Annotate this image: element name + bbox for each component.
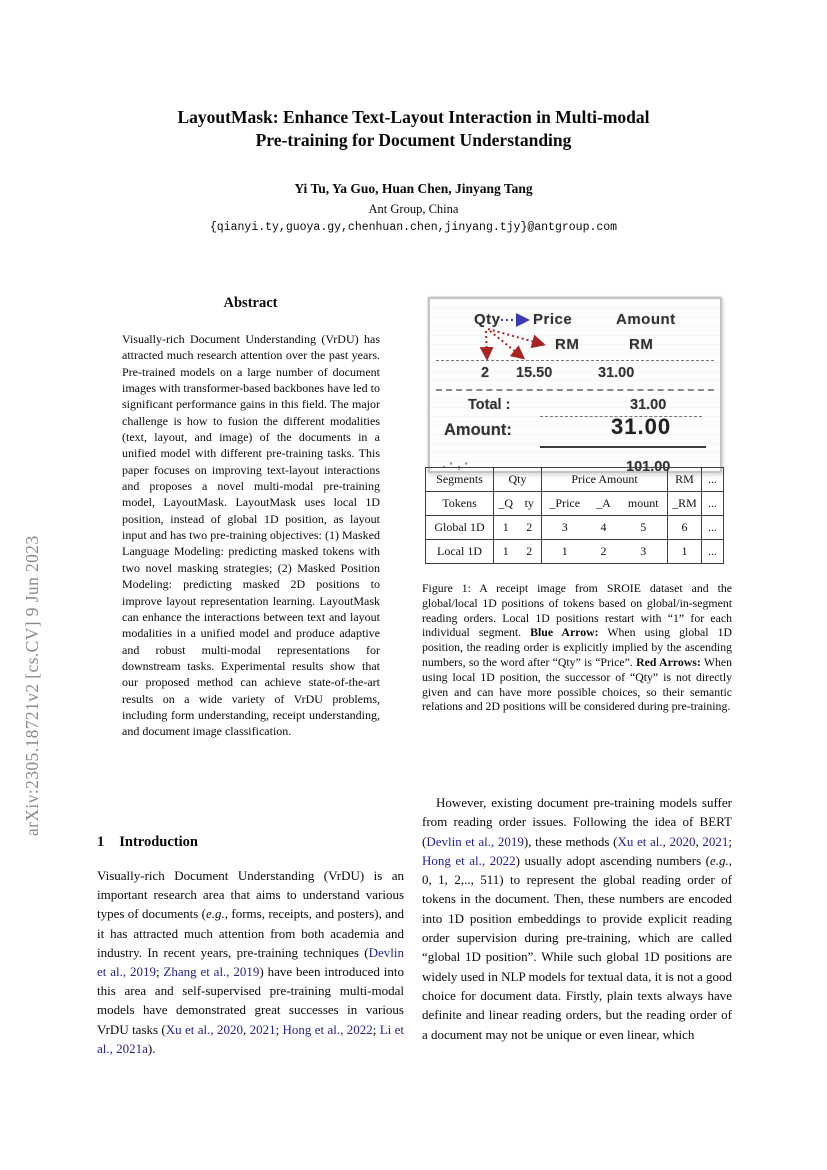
table-cell: 6: [668, 516, 702, 540]
text-run: When using local 1D position, the successor of “Qty” is not directly given and can have more possible choices, so their semantic relations and 2D positions will be considered during pre-training.: [422, 654, 732, 714]
arxiv-watermark: arXiv:2305.18721v2 [cs.CV] 9 Jun 2023: [22, 535, 42, 836]
text-run: ,: [695, 833, 703, 849]
affiliation: Ant Group, China: [368, 202, 459, 216]
table-row: [426, 540, 724, 564]
red-arrow-to-rm: [488, 329, 542, 344]
table-cell: ...: [702, 540, 724, 564]
receipt-rm-left: RM: [555, 336, 580, 353]
table-cell: _RM: [668, 492, 702, 516]
figure1-receipt-image: [428, 297, 722, 473]
reading-order-arrows: [430, 299, 720, 471]
receipt-rm-right: RM: [629, 336, 654, 353]
paper-title-line1: LayoutMask: Enhance Text-Layout Interaction in Multi-modal: [177, 107, 650, 127]
text-run: However, existing document pre-training models suffer from reading order issues. Following the idea of BERT (: [422, 795, 732, 849]
bold-text: Red Arrows:: [636, 654, 701, 669]
table-cell: ty: [518, 492, 542, 516]
red-arrow-to-qty-value: [486, 331, 487, 357]
citation-link[interactable]: Zhang et al., 2019: [163, 964, 260, 980]
table-cell: 1: [494, 516, 518, 540]
receipt-price-value: 15.50: [516, 365, 553, 381]
receipt-header-qty: Qty: [474, 311, 501, 328]
table-cell: _A: [588, 492, 620, 516]
text-run: ,: [242, 1021, 250, 1037]
receipt-amount-row-label: Amount:: [444, 421, 512, 439]
table-cell: 2: [518, 516, 542, 540]
table-cell: Local 1D: [426, 540, 494, 564]
italic-text: e.g.: [206, 906, 225, 922]
text-run: Visually-rich Document Understanding (VrDU) is an important research area that aims to understand various types of documents (: [97, 868, 404, 922]
text-run: , forms, receipts, and posters), and it has attracted much attention from both academia and industry. In recent years, pre-training techniques (: [97, 906, 405, 960]
table-cell: ...: [702, 468, 724, 492]
table-cell: Global 1D: [426, 516, 494, 540]
table-cell: 1: [668, 540, 702, 564]
text-run: ).: [147, 1040, 156, 1056]
citation-link[interactable]: Xu et al., 2020: [617, 833, 696, 849]
table-cell: 3: [542, 516, 588, 540]
citation-link[interactable]: Li et al., 2021a: [97, 1021, 404, 1056]
bold-text: Blue Arrow:: [530, 625, 599, 640]
receipt-header-price: Price: [533, 311, 573, 328]
citation-link[interactable]: Xu et al., 2020: [165, 1021, 243, 1037]
citation-link[interactable]: Hong et al., 2022: [282, 1021, 373, 1037]
paper-title-line2: Pre-training for Document Understanding: [255, 130, 572, 150]
table-cell: _Q: [494, 492, 518, 516]
table-row: [426, 468, 724, 492]
receipt-partial-left-marks: . · , ·: [442, 456, 469, 471]
table-cell: Tokens: [426, 492, 494, 516]
table-cell: _Price: [542, 492, 588, 516]
table-row: [426, 516, 724, 540]
text-run: ;: [728, 833, 733, 849]
receipt-partial-bottom-value: 101.00: [626, 459, 671, 473]
body-paragraph-right: [422, 793, 732, 1044]
text-run: ;: [275, 1021, 283, 1037]
abstract-heading: Abstract: [223, 295, 278, 311]
author-emails: {qianyi.ty,guoya.gy,chenhuan.chen,jinyang.tjy}@antgroup.com: [209, 221, 618, 234]
position-table: [425, 467, 724, 564]
table-row: [426, 492, 724, 516]
italic-text: e.g.: [709, 852, 729, 868]
text-run: ) have been introduced into this area and self-supervised pre-training multi-modal models have demonstrated great successes in various VrDU tasks (: [97, 964, 404, 1037]
table-cell: 2: [588, 540, 620, 564]
receipt-total-value: 31.00: [630, 397, 667, 413]
table-cell: 1: [542, 540, 588, 564]
section-number: 1: [97, 834, 105, 850]
table-cell: 2: [518, 540, 542, 564]
citation-link[interactable]: Devlin et al., 2019: [97, 944, 404, 980]
receipt-total-label: Total :: [468, 397, 511, 413]
table-cell: 1: [494, 540, 518, 564]
text-run: ), these methods (: [523, 833, 618, 849]
abstract-text: Visually-rich Document Understanding (VrDU) has attracted much research attention over the past years. Pre-trained models on a large number of document images with transformer-based backbones have led to significant performance gains in this field. The major challenge is how to fusion the different modalities (text, layout, and image) of the documents in a unified model with different pre-training tasks. This paper focuses on improving text-layout interactions and proposes a novel multi-modal pre-training model, LayoutMask. LayoutMask uses local 1D position, instead of global 1D position, as layout input and has two pre-training objectives: (1) Masked Language Modeling: predicting masked tokens with two novel masking strategies; (2) Masked Position Modeling: predicting masked 2D positions to improve layout representation learning. LayoutMask can enhance the interactions between text and layout modalities in a unified model and produce adaptive and robust multi-modal representations for downstream tasks. Experimental results show that our proposed method can achieve state-of-the-art results on a wide variety of VrDU problems, including form understanding, receipt understanding, and document image classification.: [122, 332, 380, 739]
text-run: ;: [155, 964, 164, 980]
citation-link[interactable]: Devlin et al., 2019: [426, 833, 524, 849]
section-heading-introduction: [97, 834, 404, 851]
figure1-caption: [422, 581, 732, 714]
section-title: Introduction: [119, 834, 198, 850]
red-arrow-to-price-value: [490, 331, 522, 357]
table-cell: 4: [588, 516, 620, 540]
table-cell: Qty: [494, 468, 542, 492]
receipt-amount-value: 31.00: [598, 365, 635, 381]
table-cell: ...: [702, 492, 724, 516]
citation-link[interactable]: 2021: [249, 1021, 276, 1037]
text-run: ) usually adopt ascending numbers (: [515, 852, 710, 868]
receipt-header-amount: Amount: [616, 311, 676, 328]
text-run: ;: [372, 1021, 380, 1037]
table-cell: Price Amount: [542, 468, 668, 492]
table-cell: Segments: [436, 472, 483, 486]
table-cell: RM: [668, 468, 702, 492]
table-cell: mount: [620, 492, 668, 516]
authors: Yi Tu, Ya Guo, Huan Chen, Jinyang Tang: [294, 181, 533, 196]
table-cell: 5: [620, 516, 668, 540]
text-run: , 0, 1, 2,.., 511) to represent the global reading order of tokens in the document. Then, these numbers are encoded into 1D position embeddings to provide explicit reading order supervision during pre-training, which are called “global 1D position”. While such global 1D positions are widely used in NLP models for textual data, it is not a good choice for document data. Firstly, plain texts always have definite and linear reading orders, but the reading order of a document may not be unique or even linear, which: [422, 852, 732, 1042]
citation-link[interactable]: 2021: [702, 833, 729, 849]
text-run: Figure 1: A receipt image from SROIE dataset and the global/local 1D positions of tokens based on global/in-segment reading orders. Local 1D positions restart with “1” for each individual segment.: [422, 581, 732, 640]
citation-link[interactable]: Hong et al., 2022: [422, 852, 516, 868]
paper-title: [0, 106, 827, 152]
introduction-paragraph: [97, 866, 404, 1058]
text-run: When using global 1D position, the reading order is explicitly implied by the ascending numbers, so the word after “Qty” is “Price”.: [422, 625, 732, 669]
figure1-position-table: [425, 467, 724, 564]
table-cell: 3: [620, 540, 668, 564]
receipt-qty-value: 2: [481, 365, 490, 381]
receipt-amount-row-value: 31.00: [611, 414, 672, 439]
table-cell: ...: [702, 516, 724, 540]
